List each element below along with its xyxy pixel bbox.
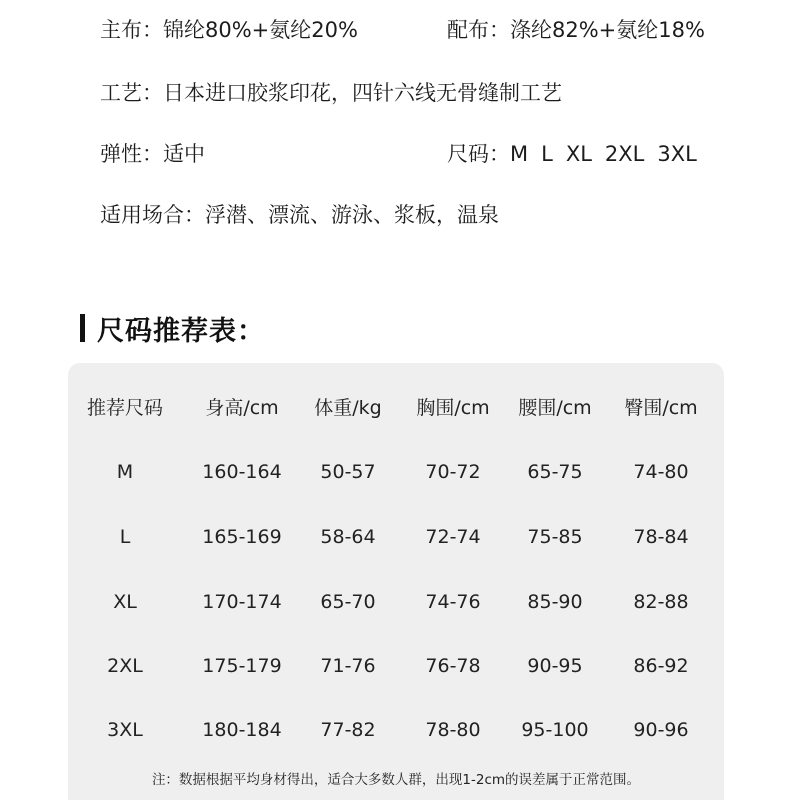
table-header-cell: 臀围/cm — [624, 397, 698, 419]
table-size-cell: 2XL — [107, 655, 143, 677]
heading-accent-bar — [80, 314, 85, 342]
table-cell: 65-70 — [320, 591, 376, 613]
spec-size-item: M — [510, 142, 529, 166]
table-size-cell: 3XL — [107, 719, 143, 741]
spec-size-item: XL — [565, 142, 592, 166]
table-size-cell: XL — [113, 591, 137, 613]
table-header-cell: 推荐尺码 — [86, 397, 164, 419]
spec-size-item: 3XL — [657, 142, 697, 166]
table-cell: 75-85 — [527, 526, 583, 548]
table-cell: 74-80 — [633, 461, 689, 483]
table-cell: 77-82 — [320, 719, 376, 741]
table-cell: 82-88 — [633, 591, 689, 613]
table-cell: 65-75 — [527, 461, 583, 483]
table-cell: 180-184 — [202, 719, 282, 741]
table-cell: 175-179 — [202, 655, 282, 677]
size-table-heading — [80, 310, 265, 346]
table-cell: 86-92 — [633, 655, 689, 677]
table-size-cell: M — [116, 461, 134, 483]
table-header-cell: 身高/cm — [205, 397, 279, 419]
table-cell: 74-76 — [425, 591, 481, 613]
table-cell: 70-72 — [425, 461, 481, 483]
size-table-note: 注：数据根据平均身材得出，适合大多数人群，出现1-2cm的误差属于正常范围。 — [151, 772, 641, 788]
size-table-title: 尺码推荐表： — [97, 315, 265, 347]
table-header-cell: 体重/kg — [314, 397, 382, 419]
spec-occasions: 适用场合：浮潜、漂流、游泳、浆板，温泉 — [100, 203, 499, 227]
table-cell: 71-76 — [320, 655, 376, 677]
size-table — [68, 363, 724, 800]
table-cell: 170-174 — [202, 591, 282, 613]
table-header-cell: 腰围/cm — [518, 397, 592, 419]
spec-sizes — [447, 140, 710, 168]
table-cell: 50-57 — [320, 461, 376, 483]
spec-main-fabric: 主布：锦纶80%+氨纶20% — [100, 18, 358, 42]
spec-sizes-label: 尺码： — [447, 142, 510, 166]
spec-size-list — [510, 142, 710, 166]
table-header-cell: 胸围/cm — [416, 397, 490, 419]
table-cell: 58-64 — [320, 526, 376, 548]
table-size-cell: L — [119, 526, 131, 548]
table-cell: 160-164 — [202, 461, 282, 483]
table-cell: 78-84 — [633, 526, 689, 548]
spec-size-item: L — [541, 142, 553, 166]
spec-elasticity: 弹性：适中 — [100, 142, 205, 166]
spec-craft: 工艺：日本进口胶浆印花，四针六线无骨缝制工艺 — [100, 81, 562, 105]
table-cell: 76-78 — [425, 655, 481, 677]
table-cell: 90-95 — [527, 655, 583, 677]
spec-lining-fabric: 配布：涤纶82%+氨纶18% — [447, 18, 705, 42]
table-cell: 78-80 — [425, 719, 481, 741]
table-cell: 165-169 — [202, 526, 282, 548]
table-cell: 72-74 — [425, 526, 481, 548]
table-cell: 90-96 — [633, 719, 689, 741]
table-cell: 85-90 — [527, 591, 583, 613]
spec-size-item: 2XL — [604, 142, 645, 166]
table-cell: 95-100 — [521, 719, 589, 741]
